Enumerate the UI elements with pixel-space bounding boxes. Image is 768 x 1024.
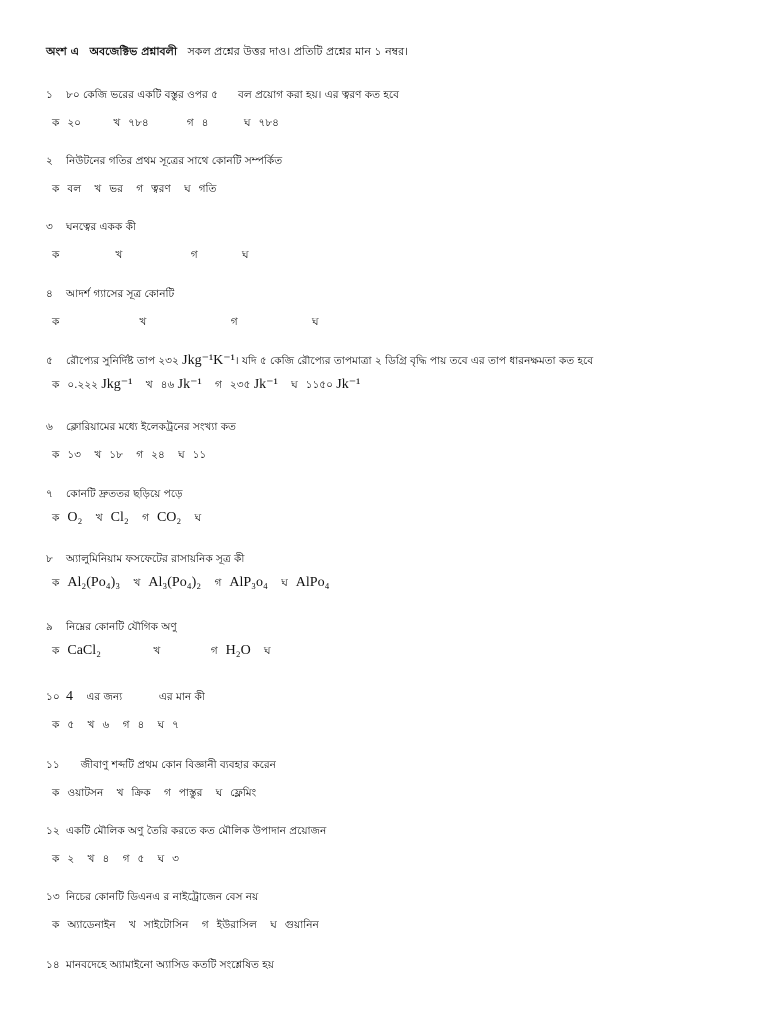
option-label: গ <box>215 379 222 391</box>
option-gha[interactable] <box>291 376 370 394</box>
option-ga[interactable] <box>136 180 180 198</box>
question-text-part: ক্লোরিয়ামের মধ্যে ইলেকট্রনের সংখ্যা কত <box>66 421 236 433</box>
option-unit: Jk⁻¹ <box>336 377 361 392</box>
option-label: ঘ <box>194 512 202 524</box>
question-number: ১২ <box>46 825 60 837</box>
option-label: ঘ <box>178 449 185 461</box>
options-row <box>46 574 746 592</box>
option-value: ত্বরণ <box>151 183 171 195</box>
option-label: ক <box>52 379 60 391</box>
question-11 <box>46 756 746 802</box>
options-row <box>46 446 746 464</box>
option-unit: Jk⁻¹ <box>177 377 202 392</box>
options-row <box>46 850 746 868</box>
question-number: ৩ <box>46 221 53 233</box>
option-ga[interactable] <box>123 716 155 734</box>
option-value: ২০ <box>67 117 82 129</box>
option-value: ৫ <box>67 719 75 731</box>
option-label: ঘ <box>184 183 191 195</box>
option-ka[interactable] <box>52 114 104 132</box>
options-row <box>46 642 746 660</box>
option-ga[interactable] <box>187 114 235 132</box>
option-value: অ্যাডেনাইন <box>67 919 116 931</box>
option-ka[interactable] <box>52 574 130 592</box>
option-label: গ <box>122 719 130 731</box>
option-label: গ <box>201 919 209 931</box>
option-value: ৭ <box>172 719 179 731</box>
question-text <box>46 550 746 568</box>
question-7 <box>46 485 746 527</box>
question-number: ১১ <box>46 759 60 771</box>
question-text-part: আদর্শ গ্যাসের সূত্র কোনটি <box>66 288 175 300</box>
question-4 <box>46 285 746 331</box>
option-value: ফ্লেমিং <box>230 787 257 799</box>
question-number: ২ <box>46 155 53 167</box>
question-8 <box>46 550 746 592</box>
option-label: গ <box>190 249 198 261</box>
section-header <box>46 43 408 62</box>
question-number: ৯ <box>46 621 53 633</box>
option-label: খ <box>94 449 102 461</box>
option-value: সাইটোসিন <box>143 919 189 931</box>
question-number: ১৪ <box>46 959 60 971</box>
option-value: ২৪ <box>151 449 165 461</box>
option-label: ক <box>52 183 60 195</box>
option-label: ক <box>52 719 60 731</box>
section-label: অংশ এ <box>46 45 79 58</box>
question-3 <box>46 218 746 264</box>
question-text-part: এর জন্য <box>86 691 123 703</box>
option-formula: AlPo₄ <box>295 575 330 590</box>
question-text-part: নিম্নের কোনটি যৌগিক অণু <box>66 621 177 633</box>
question-number: ৪ <box>46 288 53 300</box>
question-text-part: বল প্রয়োগ করা হয়। এর ত্বরণ কত হবে <box>237 89 399 101</box>
question-6 <box>46 418 746 464</box>
option-value: ৭৮৪ <box>128 117 149 129</box>
question-text <box>46 688 746 706</box>
option-ka[interactable] <box>52 313 136 331</box>
option-label: খ <box>116 787 124 799</box>
option-label: ঘ <box>244 117 251 129</box>
option-kha[interactable] <box>153 642 207 660</box>
option-label: ক <box>52 449 60 461</box>
option-ka[interactable] <box>52 376 142 394</box>
option-gha[interactable] <box>184 180 226 198</box>
option-label: ঘ <box>312 316 319 328</box>
options-row <box>46 180 746 198</box>
option-value: ৩ <box>172 853 179 865</box>
option-value: ২ <box>67 853 75 865</box>
option-label: গ <box>136 449 144 461</box>
option-label: খ <box>115 249 123 261</box>
option-gha[interactable] <box>312 313 327 331</box>
option-ka[interactable] <box>52 850 84 868</box>
option-value: ভর <box>109 183 123 195</box>
option-label: ক <box>52 117 60 129</box>
option-ga[interactable] <box>214 574 277 592</box>
option-formula: Cl₂ <box>110 510 129 525</box>
option-gha[interactable] <box>158 850 189 868</box>
question-9 <box>46 618 746 660</box>
option-ga[interactable] <box>191 246 239 264</box>
question-text-part: একটি মৌলিক অণু তৈরি করতে কত মৌলিক উপাদান প্রয়োজন <box>66 825 327 837</box>
question-number: ১৩ <box>46 891 60 903</box>
question-text-part: নিউটনের গতির প্রথম সূত্রের সাথে কোনটি সম্পর্কিত <box>66 155 283 167</box>
option-formula: H₂O <box>225 643 251 658</box>
question-text-part: নিচের কোনটি ডিএনএ র নাইট্রোজেন বেস নয় <box>66 891 259 903</box>
option-label: গ <box>136 183 144 195</box>
option-label: খ <box>87 853 95 865</box>
option-ga[interactable] <box>142 509 191 527</box>
option-gha[interactable] <box>264 642 289 660</box>
option-ka[interactable] <box>52 716 84 734</box>
question-12 <box>46 822 746 868</box>
options-row <box>46 716 746 734</box>
option-label: ক <box>52 919 60 931</box>
question-text-part: এর মান কী <box>158 691 205 703</box>
option-label: ঘ <box>215 787 223 799</box>
option-kha[interactable] <box>129 916 199 934</box>
question-text <box>46 152 746 170</box>
question-number: ৬ <box>46 421 53 433</box>
options-row <box>46 784 746 802</box>
option-unit: Jkg⁻¹ <box>101 377 133 392</box>
option-ga[interactable] <box>215 376 288 394</box>
option-value: ক্রিক <box>131 787 151 799</box>
option-value: বল <box>67 183 82 195</box>
question-text <box>46 86 746 104</box>
option-value: ৫ <box>137 853 145 865</box>
option-ka[interactable] <box>52 916 126 934</box>
option-value: ১১৫০ <box>305 379 333 391</box>
option-label: খ <box>87 719 95 731</box>
option-value: ১৩ <box>67 449 81 461</box>
question-number: ১০ <box>46 691 60 703</box>
option-value: ১১ <box>192 449 207 461</box>
question-text-part: জীবাণু শব্দটি প্রথম কোন বিজ্ঞানী ব্যবহার করেন <box>80 759 276 771</box>
options-row <box>46 313 746 331</box>
unit-label: Jkg⁻¹K⁻¹ <box>182 353 235 368</box>
option-formula: Al₂(Po₄)₃ <box>67 575 121 590</box>
question-text-part: অ্যালুমিনিয়াম ফসফেটের রাসায়নিক সূত্র কী <box>66 553 245 565</box>
question-1 <box>46 86 746 132</box>
question-2 <box>46 152 746 198</box>
option-label: খ <box>139 316 147 328</box>
option-label: খ <box>94 183 102 195</box>
question-text-part: কোনটি দ্রুততর ছড়িয়ে পড়ে <box>66 488 183 500</box>
option-label: গ <box>122 853 130 865</box>
option-label: খ <box>133 577 141 589</box>
options-row <box>46 509 746 527</box>
option-ka[interactable] <box>52 642 150 660</box>
option-value: ৪ <box>137 719 145 731</box>
question-text <box>46 756 746 774</box>
option-gha[interactable] <box>270 916 329 934</box>
option-gha[interactable] <box>195 509 220 527</box>
option-label: খ <box>128 919 136 931</box>
option-label: খ <box>153 645 161 657</box>
option-ga[interactable] <box>211 642 261 660</box>
option-gha[interactable] <box>242 246 257 264</box>
option-value: ৭৮৪ <box>258 117 279 129</box>
option-label: গ <box>230 316 238 328</box>
option-value: ৪ <box>201 117 209 129</box>
question-text-part: ৮০ কেজি ভরের একটি বস্তুর ওপর ৫ <box>66 89 218 101</box>
section-instruction: সকল প্রশ্নের উত্তর দাও। প্রতিটি প্রশ্নের মান ১ নম্বর। <box>187 45 409 58</box>
option-kha[interactable] <box>113 114 175 132</box>
option-ga[interactable] <box>136 446 175 464</box>
option-ka[interactable] <box>52 246 112 264</box>
option-ga[interactable] <box>231 313 309 331</box>
question-text <box>46 888 746 906</box>
option-label: ক <box>52 853 60 865</box>
option-label: ঘ <box>264 645 271 657</box>
question-text <box>46 485 746 503</box>
option-value: ০.২২২ <box>67 379 99 391</box>
option-label: গ <box>214 577 222 589</box>
option-label: ক <box>52 787 60 799</box>
option-ga[interactable] <box>123 850 155 868</box>
option-label: ক <box>52 316 60 328</box>
option-formula: CO₂ <box>156 510 182 525</box>
option-kha[interactable] <box>88 850 120 868</box>
option-value: পাস্তুর <box>178 787 203 799</box>
option-value: ৪৬ <box>160 379 175 391</box>
section-title: অবজেক্টিভ প্রশ্নাবলী <box>89 45 177 58</box>
options-row <box>46 246 746 264</box>
option-label: ক <box>52 512 60 524</box>
option-value: ১৮ <box>109 449 123 461</box>
option-label: ঘ <box>281 577 288 589</box>
option-ga[interactable] <box>164 784 212 802</box>
option-label: গ <box>210 645 218 657</box>
question-text <box>46 218 746 236</box>
option-ka[interactable] <box>52 446 91 464</box>
option-kha[interactable] <box>133 574 211 592</box>
option-formula: AlP₃o₄ <box>229 575 268 590</box>
option-gha[interactable] <box>244 114 289 132</box>
question-number: ৮ <box>46 553 53 565</box>
question-number: ৫ <box>46 355 53 367</box>
option-kha[interactable] <box>94 180 133 198</box>
question-text-part: ঘনত্বের একক কী <box>66 221 136 233</box>
option-label: গ <box>163 787 171 799</box>
question-text <box>46 285 746 303</box>
option-label: ঘ <box>157 853 165 865</box>
option-label: ঘ <box>291 379 298 391</box>
question-5 <box>46 352 746 394</box>
options-row <box>46 376 746 394</box>
question-number: ৭ <box>46 488 53 500</box>
question-number: ১ <box>46 89 53 101</box>
options-row <box>46 916 746 934</box>
question-number-value: 4 <box>66 689 73 704</box>
option-label: গ <box>142 512 149 524</box>
option-formula: O₂ <box>67 510 83 525</box>
option-gha[interactable] <box>216 784 266 802</box>
option-label: ঘ <box>242 249 249 261</box>
option-label: খ <box>113 117 121 129</box>
option-kha[interactable] <box>139 313 227 331</box>
option-label: ঘ <box>157 719 165 731</box>
option-value: ওয়াটসন <box>67 787 104 799</box>
option-formula: Al₃(Po₄)₂ <box>148 575 202 590</box>
option-label: ক <box>52 577 60 589</box>
question-text <box>46 352 746 370</box>
option-label: ক <box>52 249 60 261</box>
option-ka[interactable] <box>52 180 91 198</box>
question-text-part: মানবদেহে অ্যামাইনো অ্যাসিড কতটি সংশ্লেষিত হয় <box>66 959 274 971</box>
option-ka[interactable] <box>52 784 113 802</box>
option-gha[interactable] <box>178 446 216 464</box>
option-value: গুয়ানিন <box>284 919 319 931</box>
option-formula: CaCl₂ <box>67 643 102 658</box>
option-label: ঘ <box>270 919 277 931</box>
option-label: খ <box>145 379 153 391</box>
option-label: খ <box>95 512 103 524</box>
option-value: গতি <box>198 183 217 195</box>
option-kha[interactable] <box>96 509 139 527</box>
option-value: ২৩৫ <box>229 379 251 391</box>
option-gha[interactable] <box>281 574 339 592</box>
option-label: গ <box>186 117 194 129</box>
option-ka[interactable] <box>52 509 92 527</box>
question-text <box>46 822 746 840</box>
question-14 <box>46 956 746 974</box>
option-kha[interactable] <box>88 716 120 734</box>
question-text <box>46 956 746 974</box>
question-text <box>46 418 746 436</box>
option-value: ইউরাসিল <box>216 919 257 931</box>
option-label: ক <box>52 645 60 657</box>
option-kha[interactable] <box>94 446 133 464</box>
option-kha[interactable] <box>115 246 187 264</box>
question-text <box>46 618 746 636</box>
question-text-part: । যদি ৫ কেজি রৌপ্যের তাপমাত্রা ২ ডিগ্রি বৃদ্ধি পায় তবে এর তাপ ধারনক্ষমতা কত হবে <box>234 355 594 367</box>
option-ga[interactable] <box>202 916 267 934</box>
option-value: ৪ <box>102 853 110 865</box>
option-kha[interactable] <box>117 784 161 802</box>
question-13 <box>46 888 746 934</box>
options-row <box>46 114 746 132</box>
option-gha[interactable] <box>158 716 189 734</box>
question-text-part: রৌপ্যের সুনির্দিষ্ট তাপ ২৩২ <box>66 355 179 367</box>
question-10 <box>46 688 746 734</box>
option-value: ৬ <box>102 719 110 731</box>
option-unit: Jk⁻¹ <box>253 377 278 392</box>
option-kha[interactable] <box>146 376 212 394</box>
